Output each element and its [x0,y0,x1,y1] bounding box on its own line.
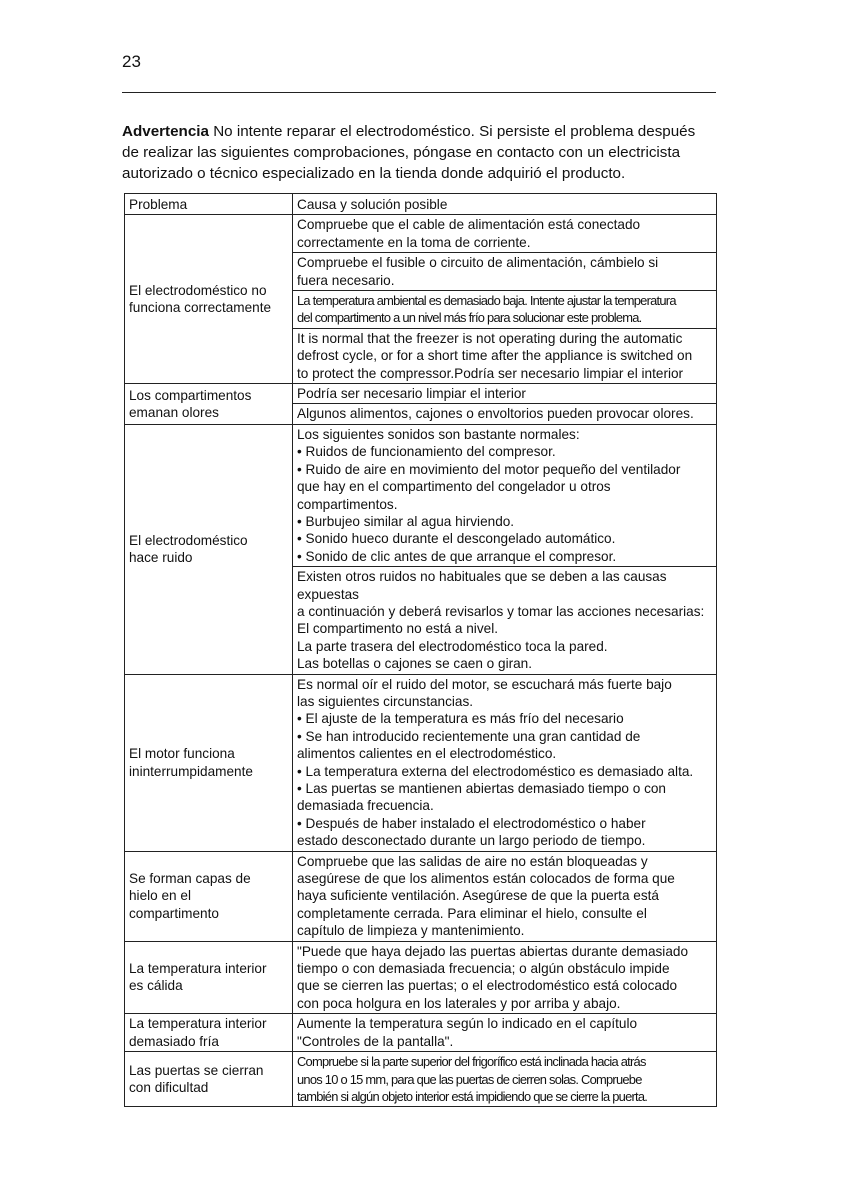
solution-cell [293,384,717,404]
problem-cell [125,384,293,425]
solution-text: Compruebe el fusible o circuito de alimentación, cámbielo si fuera necesario. [297,255,659,288]
problem-text: Se forman capas de hielo en el compartimento [129,871,251,921]
table-header-row [125,194,717,215]
header-rule [122,92,716,93]
header-problem: Problema [125,194,293,215]
problem-text: La temperatura interior es cálida [129,961,267,994]
header-cause: Causa y solución posible [293,194,717,215]
solution-cell [293,851,717,941]
solution-text: Compruebe que el cable de alimentación está conectado correctamente en la toma de corriente. [297,217,641,250]
problem-cell [125,1014,293,1052]
solution-cell [293,404,717,424]
solution-text: It is normal that the freezer is not operating during the automatic defrost cycle, or for a short time after the appliance is switched on to protect the compressor.Podría ser necesario limpiar el interior [297,330,693,381]
problem-cell [125,215,293,384]
problem-cell [125,851,293,941]
problem-text: Los compartimentos emanan olores [129,387,252,420]
problem-text: El electrodoméstico no funciona correctamente [129,282,272,316]
solution-text: Podría ser necesario limpiar el interior [297,386,526,402]
solution-cell [293,1014,717,1052]
warning-label: Advertencia [122,123,209,140]
table-row [125,674,717,851]
solution-cell [293,424,717,566]
warning-paragraph [122,121,722,184]
table-row [125,424,717,566]
warning-text: No intente reparar el electrodoméstico. Si persiste el problema después de realizar las siguientes comprobaciones, póngase en contacto con un electricista autorizado o técnico especializado en la tienda donde adquirió el producto. [122,123,696,182]
solution-text: Aumente la temperatura según lo indicado en el capítulo "Controles de la pantalla". [297,1016,638,1049]
solution-text: Compruebe si la parte superior del frigorífico está inclinada hacia atrás unos 10 o 15 mm, para que las puertas de cierren solas. Compruebe también si algún objeto interior está impidiendo que se cierre la puerta. [297,1054,648,1104]
solution-text: Existen otros ruidos no habituales que se deben a las causas expuestas a continuación y deberá revisarlos y tomar las acciones necesarias: El compartimento no está a nivel. La parte trasera del electrodoméstico toca la pared. Las botellas o cajones se caen o giran. [297,569,705,672]
table-row [125,941,717,1014]
table-row [125,1014,717,1052]
solution-cell [293,215,717,253]
solution-text: "Puede que haya dejado las puertas abiertas durante demasiado tiempo o con demasiada frecuencia; o algún obstáculo impide que se cierren las puertas; o el electrodoméstico está colocado con poca holgura en los laterales y por arriba y abajo. [297,943,689,1011]
solution-text: Es normal oír el ruido del motor, se escuchará más fuerte bajo las siguientes circunstancias. • El ajuste de la temperatura es más frío del necesario • Se han introducido recientemente una gran cantidad de alimentos calientes en el electrodoméstico. • La temperatura externa del electrodoméstico es demasiado alta. • Las puertas se mantienen abiertas demasiado tiempo o con demasiada frecuencia. • Después de haber instalado el electrodoméstico o haber estado desconectado durante un largo periodo de tiempo. [297,676,694,849]
solution-text: Algunos alimentos, cajones o envoltorios pueden provocar olores. [297,406,694,422]
solution-text: Los siguientes sonidos son bastante normales: • Ruidos de funcionamiento del compresor. • Ruido de aire en movimiento del motor pequeño del ventilador que hay en el compartimento del congelador u otros compartimentos. • Burbujeo similar al agua hirviendo. • Sonido hueco durante el descongelado automático. • Sonido de clic antes de que arranque el compresor. [297,426,681,564]
problem-cell [125,424,293,674]
solution-cell [293,1052,717,1107]
table-row [125,384,717,404]
table-row [125,851,717,941]
problem-text: El motor funciona ininterrumpidamente [129,746,253,779]
solution-cell [293,941,717,1014]
problem-text: El electrodoméstico hace ruido [129,532,248,566]
solution-cell [293,328,717,383]
solution-cell [293,674,717,851]
troubleshooting-table [124,193,717,1107]
page-number: 23 [122,52,141,71]
solution-cell [293,567,717,674]
problem-cell [125,1052,293,1107]
solution-text: La temperatura ambiental es demasiado baja. Intente ajustar la temperatura del compartimento a un nivel más frío para solucionar este problema. [297,293,676,326]
problem-text: La temperatura interior demasiado fría [129,1016,267,1049]
solution-cell [293,253,717,291]
problem-cell [125,674,293,851]
problem-text: Las puertas se cierran con dificultad [129,1062,264,1096]
table-row [125,1052,717,1107]
solution-text: Compruebe que las salidas de aire no están bloqueadas y asegúrese de que los alimentos están colocados de forma que haya suficiente ventilación. Asegúrese de que la puerta está completamente cerrada. Para eliminar el hielo, consulte el capítulo de limpieza y mantenimiento. [297,853,675,939]
solution-cell [293,291,717,329]
table-row [125,215,717,253]
problem-cell [125,941,293,1014]
